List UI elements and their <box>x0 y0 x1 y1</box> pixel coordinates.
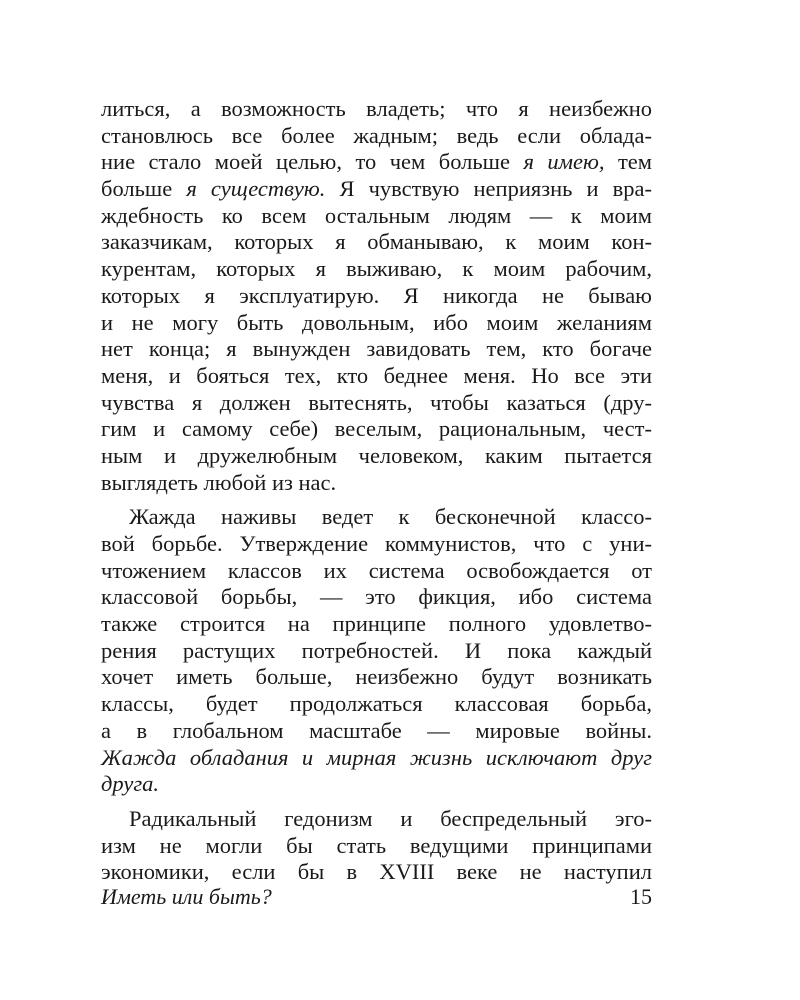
text-line: изм не могли бы стать ведущими принципами <box>101 832 652 858</box>
text-line <box>101 745 652 772</box>
text-line: литься, а возможность владеть; что я неизбежно <box>101 96 652 121</box>
text-line: заказчикам, которых я обманываю, к моим кон- <box>101 229 652 255</box>
text-line: Радикальный гедонизм и беспредельный эго- <box>129 805 652 831</box>
text-line: вой борьбе. Утверждение коммунистов, что с уни- <box>101 531 652 556</box>
text-line: курентам, которых я выживаю, к моим рабочим, <box>101 256 652 282</box>
text-line: ждебность ко всем остальным людям — к моим <box>101 202 652 228</box>
text-line: хочет иметь больше, неизбежно будут возникать <box>101 664 652 690</box>
text-line: больше я существую. Я чувствую неприязнь и вра- <box>101 176 652 202</box>
text-line: становлюсь все более жадным; ведь если облада- <box>101 122 652 148</box>
paragraph-3 <box>101 806 652 886</box>
text-line <box>101 771 652 798</box>
page-body <box>101 96 652 886</box>
text-line: меня, и бояться тех, кто беднее меня. Но все эти <box>101 362 652 388</box>
text-line: ным и дружелюбным человеком, каким пытается <box>101 442 652 468</box>
text-line: ние стало моей целью, то чем больше я имею, тем <box>101 149 653 175</box>
emphasis-text: я существую. <box>186 176 326 202</box>
page-footer <box>101 884 652 910</box>
emphasis-text: Жажда обладания и мирная жизнь исключают друг <box>101 744 652 770</box>
text-line: и не могу быть довольным, ибо моим желаниям <box>101 309 652 335</box>
text-line: классовой борьбы, — это фикция, ибо система <box>101 584 652 610</box>
book-title: Иметь или быть? <box>101 884 272 909</box>
text-line: рения растущих потребностей. И пока каждый <box>101 637 652 663</box>
text-line: выглядеть любой из нас. <box>101 469 337 495</box>
text-line: также строится на принципе полного удовлетво- <box>101 611 652 637</box>
text-line: чтожением классов их система освобождается от <box>101 557 652 583</box>
page-number: 15 <box>630 884 652 909</box>
text-line: гим и самому себе) веселым, рациональным, чест- <box>101 416 652 442</box>
paragraph-1 <box>101 96 652 496</box>
emphasis-text: друга. <box>101 771 159 797</box>
emphasis-text: я имею, <box>523 149 605 175</box>
text-line: классы, будет продолжаться классовая борьба, <box>101 691 652 717</box>
text-line: нет конца; я вынужден завидовать тем, кто богаче <box>101 336 652 362</box>
text-line: а в глобальном масштабе — мировые войны. <box>101 717 652 743</box>
text-line: Жажда наживы ведет к бесконечной классо- <box>129 504 652 530</box>
text-line: экономики, если бы в XVIII веке не наступил <box>101 859 652 885</box>
text-line: которых я эксплуатирую. Я никогда не бываю <box>101 282 652 308</box>
paragraph-2 <box>101 504 652 798</box>
text-line: чувства я должен вытеснять, чтобы казаться (дру- <box>101 389 652 415</box>
